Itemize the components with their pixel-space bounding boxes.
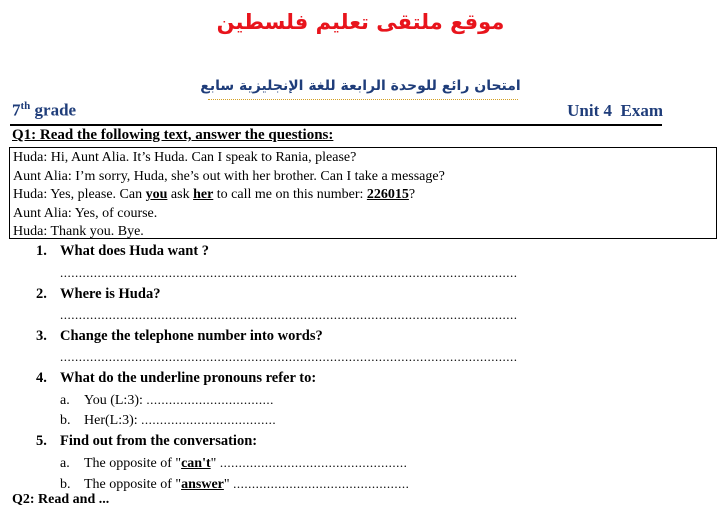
question-number: 4.: [36, 370, 47, 386]
grade-label: [12, 100, 76, 121]
question-item-3: [36, 328, 323, 345]
q4-sub-b: [60, 412, 276, 429]
question-text: What do the underline pronouns refer to:: [60, 370, 317, 386]
dialog-line-3-part: to call me on this number:: [213, 187, 367, 203]
q4-sub-a: [60, 392, 274, 409]
question-number: 3.: [36, 328, 47, 344]
pronoun-you: you: [145, 187, 168, 203]
target-word: answer: [181, 477, 224, 492]
question-item-2: [36, 286, 160, 303]
sub-text: ": [223, 477, 234, 492]
conversation-box: [9, 147, 717, 239]
pronoun-her: her: [193, 187, 214, 203]
q5-sub-b: [60, 476, 409, 493]
dialog-line-1: Huda: Hi, Aunt Alia. It’s Huda. Can I speak to Rania, please?: [13, 150, 357, 165]
answer-line-4a[interactable]: ..................................: [146, 392, 274, 407]
phone-number: 226015: [366, 187, 409, 203]
dialog-line-3: [13, 186, 716, 205]
sub-letter: b.: [60, 477, 71, 492]
target-word: can't: [181, 456, 211, 471]
answer-line-2[interactable]: ..........................................................................................................................: [60, 307, 518, 322]
grade-suffix: th: [20, 100, 31, 112]
dialog-line-3-part: ask: [167, 187, 194, 203]
sub-letter: a.: [60, 393, 70, 408]
sub-text: Her(L:3):: [84, 413, 142, 428]
grade-word: grade: [34, 100, 77, 120]
question-1-heading: Q1: Read the following text, answer the questions:: [12, 127, 334, 143]
answer-line-4b[interactable]: ....................................: [141, 412, 277, 427]
header-divider: [10, 124, 662, 126]
answer-line-1[interactable]: ..........................................................................................................................: [60, 265, 518, 280]
question-text: Change the telephone number into words?: [60, 328, 323, 344]
q5-sub-a: [60, 455, 407, 472]
question-text: Find out from the conversation:: [60, 433, 258, 449]
question-item-4: [36, 370, 316, 387]
question-item-5: [36, 433, 257, 450]
sub-letter: b.: [60, 413, 71, 428]
subtitle-underline: [208, 99, 518, 100]
site-title: موقع ملتقى تعليم فلسطين: [216, 10, 505, 34]
question-2-heading: Q2: Read and ...: [12, 492, 110, 507]
dialog-line-2: Aunt Alia: I’m sorry, Huda, she’s out with her brother. Can I take a message?: [13, 168, 445, 184]
question-text: Where is Huda?: [60, 286, 161, 302]
dialog-line-3-part: Huda: Yes, please. Can: [13, 187, 146, 203]
question-number: 1.: [36, 243, 47, 259]
exam-subtitle: [0, 78, 721, 94]
question-number: 2.: [36, 286, 47, 302]
question-number: 5.: [36, 433, 47, 449]
sub-text: You (L:3):: [84, 393, 147, 408]
subtitle-text: امتحان رائع للوحدة الرابعة للغة الإنجليزية سابع: [200, 78, 521, 94]
sub-text: ": [210, 456, 220, 471]
sub-letter: a.: [60, 456, 70, 471]
grade-number: 7: [12, 100, 21, 120]
question-text: What does Huda want ?: [60, 243, 210, 259]
exam-title: Unit 4 Exam: [567, 101, 663, 120]
dialog-line-4: Aunt Alia: Yes, of course.: [13, 205, 158, 221]
question-item-1: [36, 243, 209, 260]
sub-text: The opposite of ": [84, 456, 182, 471]
answer-line-5b[interactable]: ...............................................: [233, 476, 410, 491]
sub-text: The opposite of ": [84, 477, 182, 492]
answer-line-5a[interactable]: ..................................................: [219, 455, 408, 470]
dialog-line-3-part: ?: [408, 187, 416, 203]
dialog-line-5: Huda: Thank you. Bye.: [13, 224, 144, 240]
answer-line-3[interactable]: ..........................................................................................................................: [60, 349, 518, 364]
